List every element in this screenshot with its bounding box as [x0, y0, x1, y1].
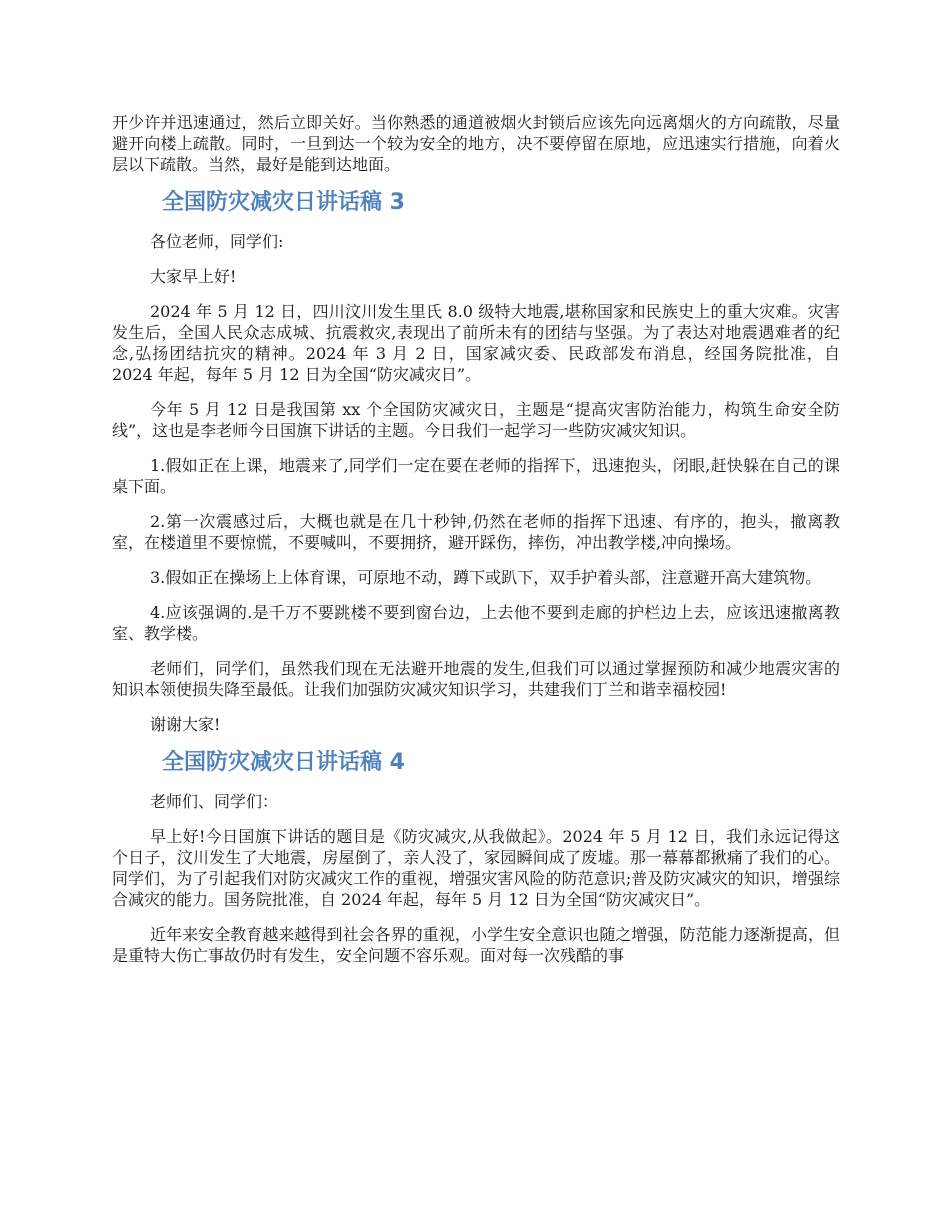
document-page: [112, 112, 840, 980]
s3-thanks: 谢谢大家!: [150, 715, 221, 734]
intro-paragraph: 开少许并迅速通过，然后立即关好。当你熟悉的通道被烟火封锁后应该先向远离烟火的方向疏散，尽量避开向楼上疏散。同时，一旦到达一个较为安全的地方，决不要停留在原地，应迅速实行措施，向着火层以下疏散。当然，最好是能到达地面。: [112, 113, 840, 174]
s3-closing: 老师们，同学们，虽然我们现在无法避开地震的发生,但我们可以通过掌握预防和减少地震灾害的知识本领使损失降至最低。让我们加强防灾减灾知识学习，共建我们丁兰和谐幸福校园!: [112, 659, 840, 699]
s3-tip-3: 3.假如正在操场上上体育课，可原地不动，蹲下或趴下，双手护着头部，注意避开高大建筑物。: [150, 568, 822, 587]
s3-paragraph-background: 2024 年 5 月 12 日，四川汶川发生里氏 8.0 级特大地震,堪称国家和民族史上的重大灾难。灾害发生后，全国人民众志成城、抗震救灾,表现出了前所未有的团结与坚强。为了表达对地震遇难者的纪念,弘扬团结抗灾的精神。2024 年 3 月 2 日，国家减灾委、民政部发布消息，经国务院批准，自 2024 年起，每年 5 月 12 日为全国“防灾减灾日”。: [112, 302, 840, 384]
s3-paragraph-theme: 今年 5 月 12 日是我国第 xx 个全国防灾减灾日，主题是“提高灾害防治能力，构筑生命安全防线”，这也是李老师今日国旗下讲话的主题。今日我们一起学习一些防灾减灾知识。: [112, 400, 840, 440]
s3-tip-1: 1.假如正在上课，地震来了,同学们一定在要在老师的指挥下，迅速抱头，闭眼,赶快躲在自己的课桌下面。: [112, 456, 840, 496]
s3-tip-4: 4.应该强调的.是千万不要跳楼不要到窗台边，上去他不要到走廊的护栏边上去，应该迅速撤离教室、教学楼。: [112, 603, 840, 643]
s3-tip-2: 2.第一次震感过后，大概也就是在几十秒钟,仍然在老师的指挥下迅速、有序的，抱头，撤离教室，在楼道里不要惊慌，不要喊叫，不要拥挤，避开踩伤，摔伤，冲出教学楼,冲向操场。: [112, 512, 840, 552]
s4-paragraph-safety: 近年来安全教育越来越得到社会各界的重视，小学生安全意识也随之增强，防范能力逐渐提高，但是重特大伤亡事故仍时有发生，安全问题不容乐观。面对每一次残酷的事: [112, 925, 840, 965]
s3-greeting: 各位老师，同学们:: [150, 232, 284, 251]
section-4-heading: 全国防灾减灾日讲话稿 4: [162, 750, 405, 775]
s4-paragraph-intro: 早上好!今日国旗下讲话的题目是《防灾减灾,从我做起》。2024 年 5 月 12 日，我们永远记得这个日子，汶川发生了大地震，房屋倒了，亲人没了，家园瞬间成了废墟。那一幕幕都揪痛了我们的心。同学们，为了引起我们对防灾减灾工作的重视，增强灾害风险的防范意识;普及防灾减灾的知识，增强综合减灾的能力。国务院批准，自 2024 年起，每年 5 月 12 日为全国“防灾减灾日”。: [112, 827, 840, 909]
s4-greeting: 老师们、同学们：: [150, 792, 279, 811]
section-3-heading: 全国防灾减灾日讲话稿 3: [162, 190, 405, 215]
s3-good-morning: 大家早上好!: [150, 267, 237, 286]
